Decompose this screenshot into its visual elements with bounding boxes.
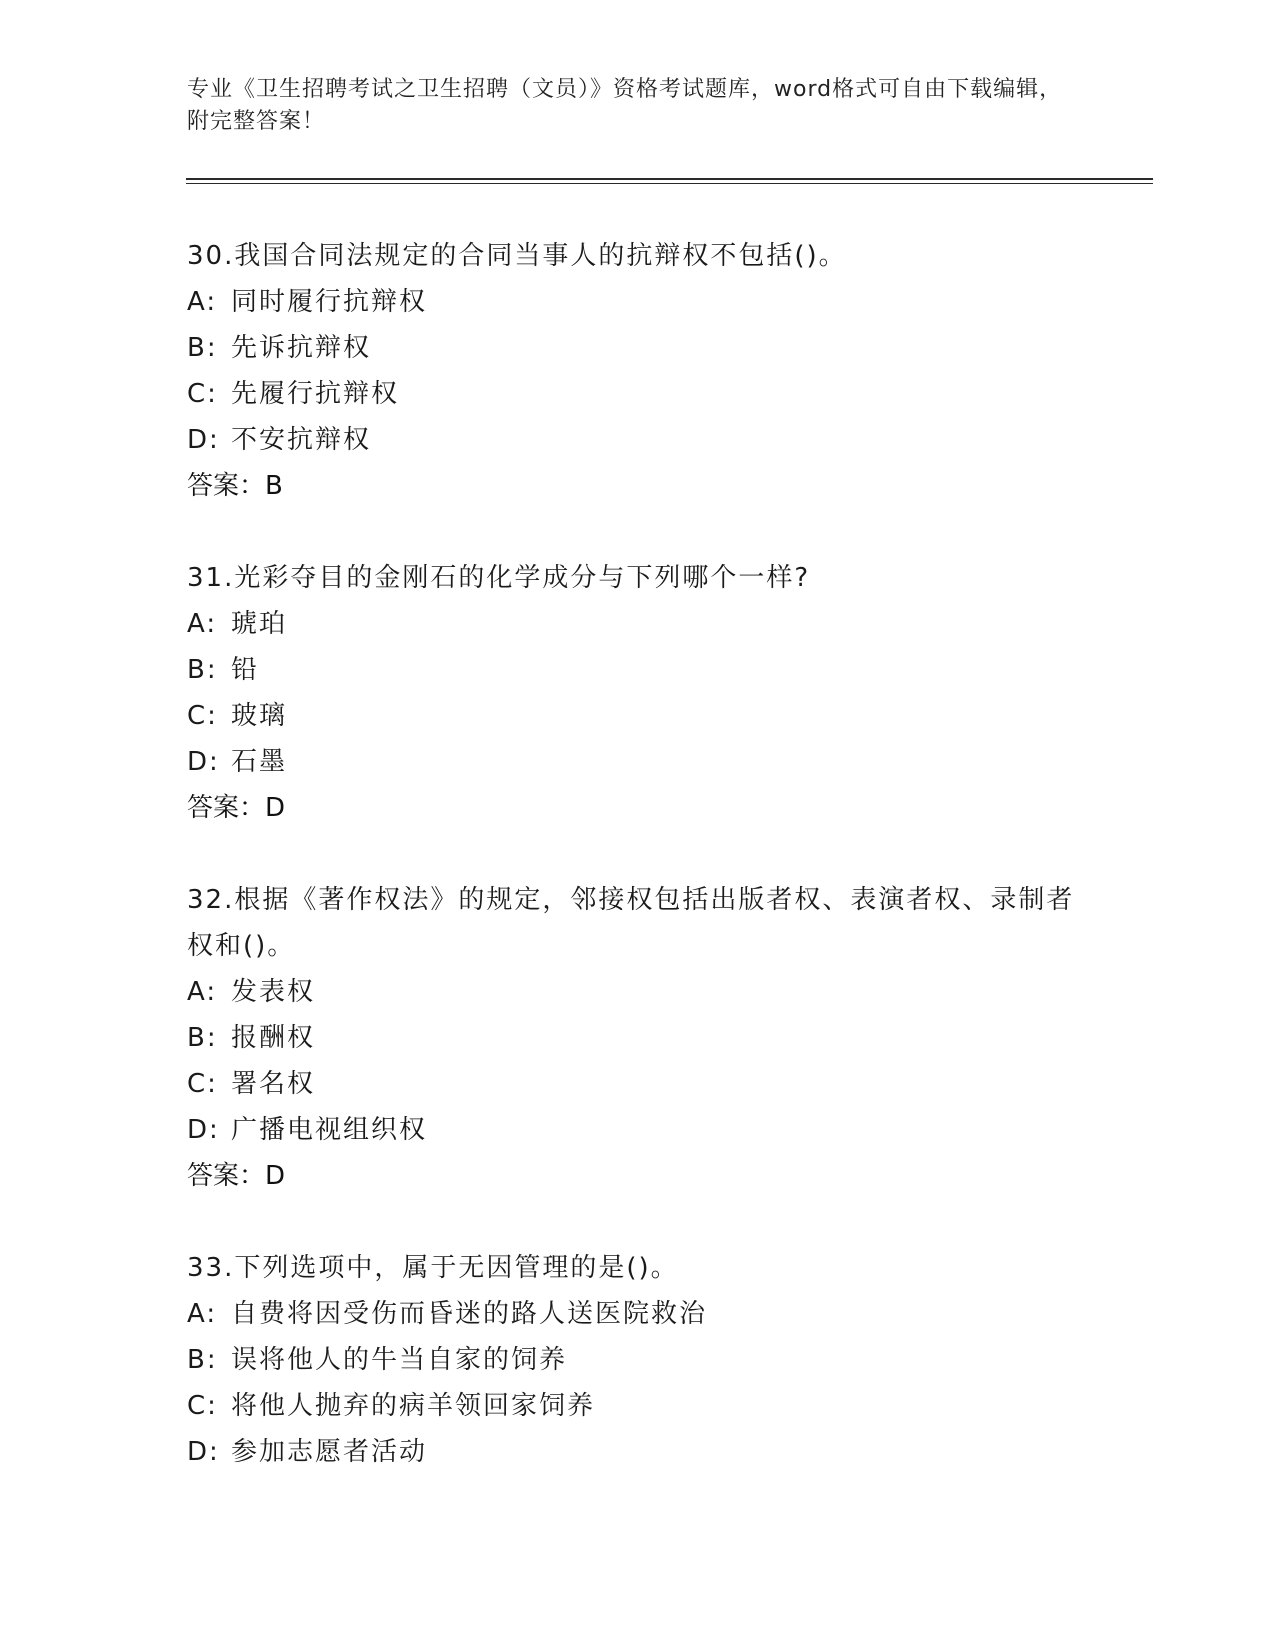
option-letter: D: (187, 747, 220, 777)
option-text: 将他人抛弃的病羊领回家饲养 (231, 1391, 596, 1421)
option-letter: A: (187, 609, 218, 639)
option-text: 铅 (231, 655, 260, 685)
option-letter: A: (187, 1299, 218, 1329)
option-c (187, 693, 1087, 739)
option-letter: D: (187, 1437, 220, 1467)
option-d (187, 417, 1087, 463)
answer-line: 答案：B (187, 471, 283, 501)
question-30 (187, 233, 1087, 509)
option-c (187, 371, 1087, 417)
option-text: 署名权 (231, 1069, 316, 1099)
option-d (187, 1107, 1087, 1153)
option-c (187, 1383, 1087, 1429)
question-31 (187, 555, 1087, 831)
answer-line: 答案：D (187, 1161, 286, 1191)
option-a (187, 279, 1087, 325)
option-text: 不安抗辩权 (231, 425, 372, 455)
option-d (187, 1429, 1087, 1475)
option-d (187, 739, 1087, 785)
option-a (187, 969, 1087, 1015)
option-letter: B: (187, 1023, 218, 1053)
header-divider-thin (186, 183, 1153, 184)
option-text: 琥珀 (231, 609, 288, 639)
question-stem: 30.我国合同法规定的合同当事人的抗辩权不包括()。 (187, 241, 847, 271)
option-text: 报酬权 (231, 1023, 316, 1053)
option-text: 先诉抗辩权 (231, 333, 372, 363)
option-text: 广播电视组织权 (231, 1115, 428, 1145)
option-letter: C: (187, 1069, 218, 1099)
question-stem: 32.根据《著作权法》的规定，邻接权包括出版者权、表演者权、录制者权和()。 (187, 885, 1075, 961)
option-text: 发表权 (231, 977, 316, 1007)
question-32 (187, 877, 1087, 1199)
option-text: 玻璃 (231, 701, 288, 731)
option-b (187, 1015, 1087, 1061)
question-33 (187, 1245, 1087, 1475)
option-text: 石墨 (231, 747, 288, 777)
option-letter: D: (187, 425, 220, 455)
option-a (187, 1291, 1087, 1337)
header-divider-thick (186, 178, 1153, 180)
option-c (187, 1061, 1087, 1107)
option-text: 误将他人的牛当自家的饲养 (231, 1345, 568, 1375)
option-letter: A: (187, 287, 218, 317)
option-letter: B: (187, 333, 218, 363)
option-text: 同时履行抗辩权 (231, 287, 428, 317)
option-letter: A: (187, 977, 218, 1007)
option-letter: C: (187, 379, 218, 409)
document-header: 专业《卫生招聘考试之卫生招聘（文员）》资格考试题库，word格式可自由下载编辑，附完整答案！ (187, 77, 1063, 134)
option-b (187, 647, 1087, 693)
option-text: 参加志愿者活动 (231, 1437, 428, 1467)
option-letter: C: (187, 1391, 218, 1421)
answer-line: 答案：D (187, 793, 286, 823)
option-letter: D: (187, 1115, 220, 1145)
question-stem: 31.光彩夺目的金刚石的化学成分与下列哪个一样? (187, 563, 811, 593)
option-b (187, 1337, 1087, 1383)
option-text: 自费将因受伤而昏迷的路人送医院救治 (231, 1299, 708, 1329)
option-a (187, 601, 1087, 647)
question-list (187, 233, 1087, 1521)
option-letter: C: (187, 701, 218, 731)
question-stem: 33.下列选项中，属于无因管理的是()。 (187, 1253, 679, 1283)
option-text: 先履行抗辩权 (231, 379, 400, 409)
option-letter: B: (187, 1345, 218, 1375)
option-letter: B: (187, 655, 218, 685)
option-b (187, 325, 1087, 371)
